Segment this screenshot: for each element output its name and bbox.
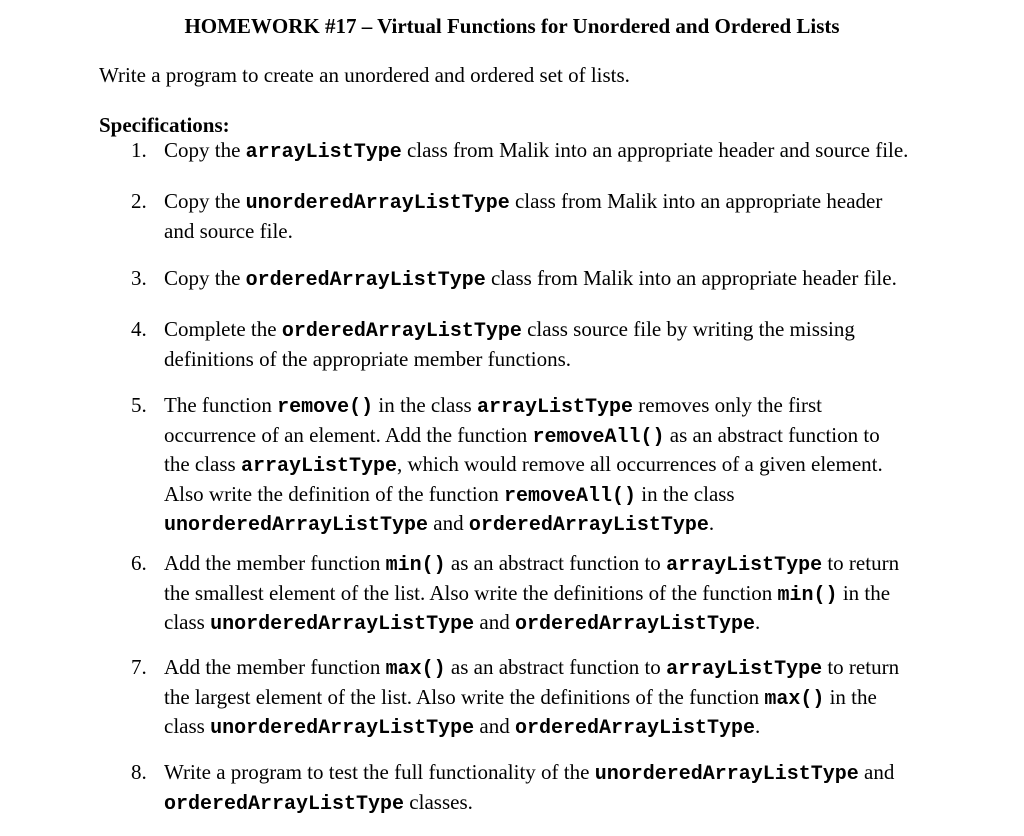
text-segment: Copy the (164, 266, 246, 290)
text-segment: class from Malik into an appropriate header (509, 189, 883, 213)
spec-item-number: 5. (131, 393, 147, 417)
text-segment: definitions of the appropriate member functions. (164, 346, 572, 371)
text-line (164, 510, 994, 540)
text-segment: and (474, 610, 515, 634)
spec-item-number: 1. (131, 138, 147, 162)
text-segment: the class (164, 452, 241, 476)
code-identifier: unorderedArrayListType (164, 514, 429, 537)
text-segment: Also write the definition of the function (164, 481, 505, 506)
text-line (164, 550, 994, 580)
text-line (164, 759, 994, 789)
text-segment: in the class (636, 481, 735, 506)
text-segment: Write a program to test the full functionality of the (164, 760, 595, 784)
text-segment: . (755, 610, 761, 634)
text-segment: the smallest element of the list. Also write the definitions of the function (164, 580, 778, 605)
text-line (164, 316, 994, 346)
spec-item-number: 8. (131, 760, 147, 784)
spec-item-text (164, 265, 994, 295)
code-identifier: orderedArrayListType (164, 792, 405, 816)
page-title: HOMEWORK #17 – Virtual Functions for Unordered and Ordered Lists (184, 14, 840, 38)
text-segment: as an abstract function to (445, 551, 667, 575)
text-segment: , which would remove all occurrences of a given element. (397, 452, 883, 476)
spec-item-text (164, 188, 994, 244)
text-segment: occurrence of an element. Add the function (164, 422, 533, 447)
text-segment: class (164, 714, 211, 738)
text-segment: The function (164, 393, 278, 417)
spec-item-text (164, 550, 994, 639)
text-line (164, 654, 994, 684)
spec-item-text (164, 654, 994, 743)
code-identifier: arrayListType (476, 396, 633, 419)
text-segment: the largest element of the list. Also write the definitions of the function (164, 684, 765, 709)
spec-item-text (164, 316, 994, 372)
text-line (164, 392, 994, 422)
text-segment: and (858, 760, 895, 784)
code-identifier: orderedArrayListType (514, 613, 755, 636)
text-segment: in the (837, 580, 891, 605)
text-line (164, 422, 994, 452)
intro-text: Write a program to create an unordered and ordered set of lists. (99, 63, 630, 87)
text-segment: and (428, 511, 469, 535)
code-identifier: max() (385, 658, 446, 681)
text-segment: in the (824, 684, 877, 709)
text-segment: as an abstract function to (445, 655, 667, 679)
spec-item-number: 3. (131, 266, 147, 290)
spec-item-number: 4. (131, 317, 147, 341)
text-line (164, 713, 994, 743)
text-line (164, 451, 994, 481)
text-segment: classes. (404, 789, 473, 814)
code-identifier: arrayListType (245, 141, 402, 164)
spec-item-number: 6. (131, 551, 147, 575)
text-segment: class from Malik into an appropriate header file. (485, 266, 897, 290)
code-identifier: max() (764, 687, 825, 711)
text-segment: Add the member function (164, 551, 386, 575)
spec-item-text (164, 137, 994, 167)
spec-item-text (164, 392, 994, 540)
text-segment: class source file by writing the missing (521, 317, 855, 341)
text-line (164, 346, 994, 373)
code-identifier: arrayListType (666, 658, 823, 681)
text-segment: Add the member function (164, 655, 386, 679)
spec-item-text (164, 759, 994, 818)
code-identifier: remove() (277, 396, 374, 419)
code-identifier: removeAll() (504, 484, 637, 508)
text-segment: . (755, 714, 761, 738)
code-identifier: orderedArrayListType (468, 514, 709, 537)
text-segment: Complete the (164, 317, 282, 341)
code-identifier: unorderedArrayListType (594, 763, 859, 786)
text-line (164, 580, 994, 610)
text-segment: Copy the (164, 138, 246, 162)
text-line (164, 218, 994, 245)
text-line (164, 137, 994, 167)
text-segment: and source file. (164, 218, 293, 243)
code-identifier: removeAll() (532, 425, 665, 449)
text-segment: in the class (373, 393, 477, 417)
spec-item-number: 2. (131, 189, 147, 213)
specifications-heading: Specifications: (99, 113, 230, 137)
text-segment: class from Malik into an appropriate header and source file. (401, 138, 909, 162)
code-identifier: arrayListType (240, 455, 398, 478)
text-line (164, 265, 994, 295)
code-identifier: orderedArrayListType (245, 269, 486, 292)
code-identifier: arrayListType (666, 554, 823, 577)
text-line (164, 481, 994, 511)
code-identifier: unorderedArrayListType (210, 613, 475, 636)
text-line (164, 609, 994, 639)
text-segment: to return (822, 551, 900, 575)
text-segment: Copy the (164, 189, 246, 213)
text-segment: to return (822, 655, 900, 679)
code-identifier: orderedArrayListType (514, 717, 755, 740)
text-segment: and (474, 714, 515, 738)
code-identifier: min() (777, 583, 838, 607)
text-line (164, 188, 994, 218)
code-identifier: unorderedArrayListType (245, 192, 510, 215)
text-segment: class (164, 610, 211, 634)
text-segment: removes only the first (633, 393, 822, 417)
text-segment: . (708, 511, 715, 535)
text-line (164, 789, 994, 819)
code-identifier: min() (385, 554, 446, 577)
text-segment: as an abstract function to (664, 422, 880, 447)
spec-item-number: 7. (131, 655, 147, 679)
code-identifier: orderedArrayListType (281, 320, 522, 343)
code-identifier: unorderedArrayListType (210, 717, 475, 740)
text-line (164, 684, 994, 714)
